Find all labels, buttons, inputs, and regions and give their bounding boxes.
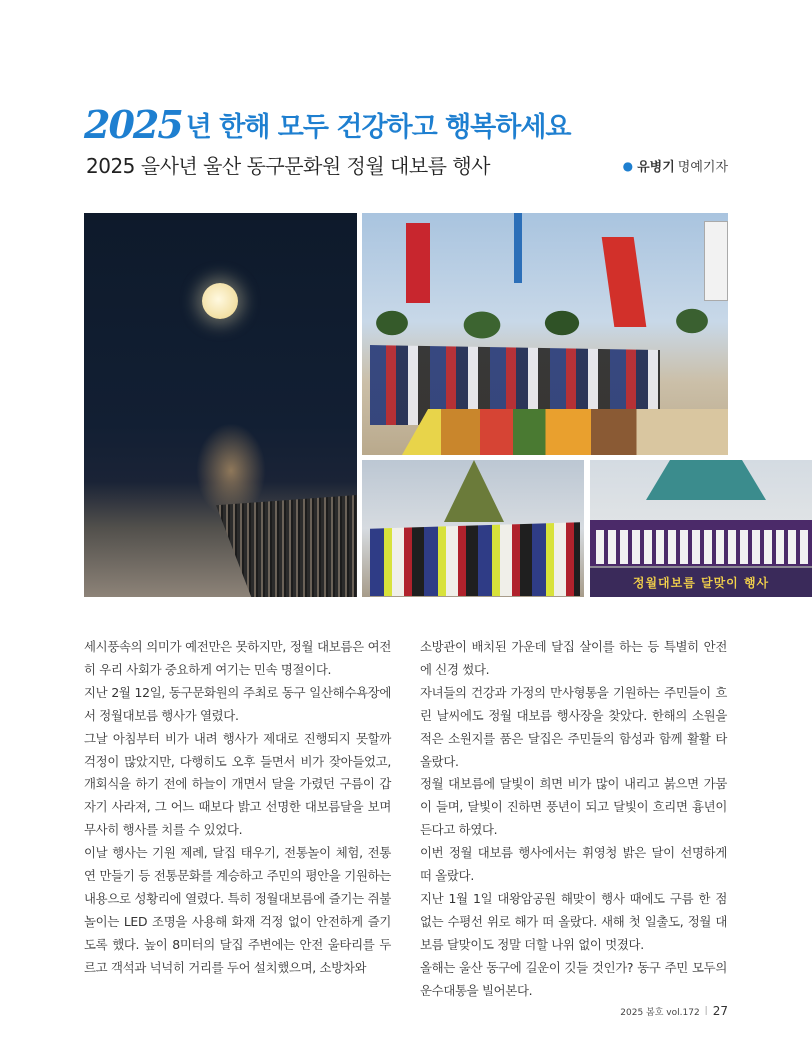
paragraph: 지난 1월 1일 대왕암공원 해맞이 행사 때에도 구름 한 점 없는 수평선 위로 해가 떠 올랐다. 새해 첫 일출도, 정월 대보름 달맞이도 정말 더할 나위 없이 멋졌다. <box>420 890 727 952</box>
byline <box>623 156 728 175</box>
performers <box>596 530 808 564</box>
moon <box>202 283 238 319</box>
photo-ritual-ceremony <box>362 213 728 455</box>
daljip-pyre <box>444 460 504 522</box>
photo-full-moon-beach <box>84 213 357 597</box>
headline-text: 년 한해 모두 건강하고 행복하세요 <box>185 111 571 143</box>
stage-roof <box>646 460 766 500</box>
issue-label: 2025 봄호 vol.172 <box>620 1007 700 1018</box>
byline-role: 명예기자 <box>677 160 728 175</box>
crowd <box>216 495 357 597</box>
paragraph: 이번 정월 대보름 행사에서는 휘영청 밝은 달이 선명하게 떠 올랐다. <box>420 845 727 884</box>
page-number: 27 <box>712 1004 728 1018</box>
photo-stage-performance <box>590 460 812 597</box>
red-banner <box>406 223 430 303</box>
paragraph: 자녀들의 건강과 가정의 만사형통을 기원하는 주민들이 흐린 날씨에도 정월 대보름 행사장을 찾았다. 한해의 소원을 적은 소원지를 품은 달집은 주민들의 함성과 함께 활활 타올랐다. <box>420 684 727 769</box>
paragraph: 올해는 울산 동구에 길운이 깃들 것인가? 동구 주민 모두의 운수대통을 빌어본다. <box>420 959 727 998</box>
paragraph: 지난 2월 12일, 동구문화원의 주최로 동구 일산해수욕장에서 정월대보름 행사가 열렸다. <box>84 684 391 723</box>
byline-name: 유병기 <box>637 160 675 175</box>
trees <box>362 303 728 343</box>
group-people <box>370 514 580 596</box>
photo-group <box>362 460 584 597</box>
headline <box>84 98 571 147</box>
offering-table <box>402 409 728 455</box>
body-column-left <box>84 636 391 980</box>
body-column-right <box>420 636 727 1003</box>
bullet-icon: ● <box>622 158 634 173</box>
blue-flag <box>514 213 522 283</box>
headline-year: 2025 <box>84 102 182 147</box>
white-banner <box>704 221 728 301</box>
folio-separator: | <box>704 1006 708 1016</box>
paragraph: 정월 대보름에 달빛이 희면 비가 많이 내리고 붉으면 가뭄이 들며, 달빛이 진하면 풍년이 되고 달빛이 흐리면 흉년이 든다고 하였다. <box>420 776 727 838</box>
paragraph: 이날 행사는 기원 제례, 달집 태우기, 전통놀이 체험, 전통연 만들기 등 전통문화를 계승하고 주민의 평안을 기원하는 내용으로 성황리에 열렸다. 특히 정월대보름에 즐기는 쥐불놀이는 LED 조명을 사용해 화재 걱정 없이 안전하게 즐기도록 했다. 높이 8미터의 달집 주변에는 안전 울타리를 두르고 객석과 넉넉히 거리를 두어 설치했으며, 소방차와 <box>84 845 391 975</box>
paragraph: 그날 아침부터 비가 내려 행사가 제대로 진행되지 못할까 걱정이 많았지만, 다행히도 오후 들면서 비가 잦아들었고, 개회식을 하기 전에 하늘이 개면서 달을 가렸던 구름이 갑자기 사라져, 그 어느 때보다 밝고 선명한 대보름달을 보며 무사히 행사를 치를 수 있었다. <box>84 730 391 838</box>
paragraph: 세시풍속의 의미가 예전만은 못하지만, 정월 대보름은 여전히 우리 사회가 중요하게 여기는 민속 명절이다. <box>84 639 391 677</box>
paragraph: 소방관이 배치된 가운데 달집 살이를 하는 등 특별히 안전에 신경 썼다. <box>420 639 727 677</box>
page-folio <box>620 1004 728 1018</box>
subtitle: 2025 을사년 울산 동구문화원 정월 대보름 행사 <box>86 154 490 178</box>
stage-banner: 정월대보름 달맞이 행사 <box>590 568 812 597</box>
